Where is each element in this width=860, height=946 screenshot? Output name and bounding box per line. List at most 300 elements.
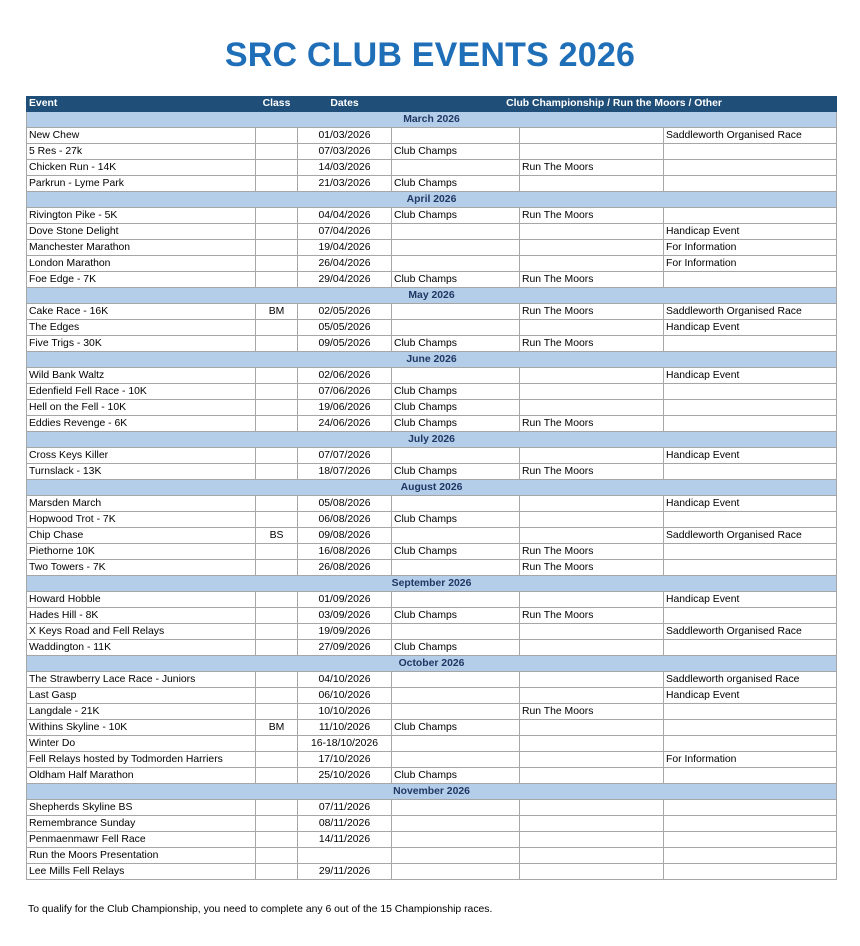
table-row	[27, 560, 837, 576]
cell-run-the-moors	[520, 624, 664, 640]
cell-other	[664, 768, 837, 784]
cell-run-the-moors	[520, 864, 664, 880]
table-row	[27, 256, 837, 272]
cell-date: 27/09/2026	[298, 640, 392, 656]
cell-run-the-moors	[520, 752, 664, 768]
cell-date: 19/09/2026	[298, 624, 392, 640]
cell-other	[664, 800, 837, 816]
cell-event: Piethorne 10K	[27, 544, 256, 560]
table-row	[27, 176, 837, 192]
table-row	[27, 832, 837, 848]
cell-other: Handicap Event	[664, 448, 837, 464]
table-row	[27, 320, 837, 336]
table-row	[27, 368, 837, 384]
table-row	[27, 624, 837, 640]
cell-other	[664, 560, 837, 576]
cell-class	[256, 240, 298, 256]
month-label: September 2026	[27, 576, 837, 592]
cell-run-the-moors	[520, 688, 664, 704]
cell-class	[256, 160, 298, 176]
header-club-championship-other: Club Championship / Run the Moors / Other	[392, 97, 837, 112]
cell-club-champs	[392, 448, 520, 464]
cell-event: Parkrun - Lyme Park	[27, 176, 256, 192]
cell-other	[664, 720, 837, 736]
cell-run-the-moors: Run The Moors	[520, 560, 664, 576]
cell-event: Cake Race - 16K	[27, 304, 256, 320]
cell-club-champs: Club Champs	[392, 416, 520, 432]
cell-club-champs	[392, 160, 520, 176]
cell-run-the-moors: Run The Moors	[520, 160, 664, 176]
cell-class	[256, 400, 298, 416]
cell-run-the-moors: Run The Moors	[520, 608, 664, 624]
cell-event: The Strawberry Lace Race - Juniors	[27, 672, 256, 688]
cell-event: Howard Hobble	[27, 592, 256, 608]
table-row	[27, 384, 837, 400]
cell-event: Edenfield Fell Race - 10K	[27, 384, 256, 400]
cell-run-the-moors	[520, 384, 664, 400]
table-row	[27, 720, 837, 736]
cell-date: 07/07/2026	[298, 448, 392, 464]
month-header-row	[27, 352, 837, 368]
cell-other	[664, 816, 837, 832]
cell-date: 19/06/2026	[298, 400, 392, 416]
cell-run-the-moors	[520, 512, 664, 528]
page-title: SRC CLUB EVENTS 2026	[224, 36, 636, 74]
cell-date: 16-18/10/2026	[298, 736, 392, 752]
cell-other	[664, 416, 837, 432]
header-dates: Dates	[298, 97, 392, 112]
month-label: October 2026	[27, 656, 837, 672]
cell-date: 09/05/2026	[298, 336, 392, 352]
cell-run-the-moors: Run The Moors	[520, 704, 664, 720]
cell-event: Chip Chase	[27, 528, 256, 544]
cell-event: Cross Keys Killer	[27, 448, 256, 464]
cell-event: Turnslack - 13K	[27, 464, 256, 480]
cell-run-the-moors	[520, 128, 664, 144]
cell-class	[256, 544, 298, 560]
cell-club-champs	[392, 256, 520, 272]
cell-run-the-moors	[520, 672, 664, 688]
cell-club-champs: Club Champs	[392, 464, 520, 480]
cell-other	[664, 464, 837, 480]
table-row	[27, 864, 837, 880]
cell-date: 26/08/2026	[298, 560, 392, 576]
month-label: November 2026	[27, 784, 837, 800]
cell-club-champs	[392, 848, 520, 864]
cell-event: Fell Relays hosted by Todmorden Harriers	[27, 752, 256, 768]
cell-event: Hopwood Trot - 7K	[27, 512, 256, 528]
table-row	[27, 496, 837, 512]
cell-date: 04/10/2026	[298, 672, 392, 688]
cell-other	[664, 144, 837, 160]
cell-class	[256, 704, 298, 720]
table-row	[27, 752, 837, 768]
cell-class	[256, 560, 298, 576]
cell-event: Remembrance Sunday	[27, 816, 256, 832]
cell-event: Two Towers - 7K	[27, 560, 256, 576]
cell-run-the-moors: Run The Moors	[520, 464, 664, 480]
cell-other: Saddleworth organised Race	[664, 672, 837, 688]
table-row	[27, 160, 837, 176]
cell-run-the-moors	[520, 320, 664, 336]
cell-other	[664, 176, 837, 192]
cell-class	[256, 128, 298, 144]
cell-run-the-moors	[520, 256, 664, 272]
cell-class	[256, 640, 298, 656]
cell-class	[256, 832, 298, 848]
cell-event: Withins Skyline - 10K	[27, 720, 256, 736]
cell-other: For Information	[664, 256, 837, 272]
table-row	[27, 592, 837, 608]
cell-club-champs: Club Champs	[392, 640, 520, 656]
table-row	[27, 464, 837, 480]
cell-other: Saddleworth Organised Race	[664, 128, 837, 144]
table-row	[27, 304, 837, 320]
cell-run-the-moors	[520, 640, 664, 656]
cell-date: 05/05/2026	[298, 320, 392, 336]
cell-club-champs	[392, 560, 520, 576]
cell-date: 07/04/2026	[298, 224, 392, 240]
cell-date: 21/03/2026	[298, 176, 392, 192]
cell-class	[256, 256, 298, 272]
cell-date: 02/06/2026	[298, 368, 392, 384]
cell-date: 10/10/2026	[298, 704, 392, 720]
cell-class	[256, 416, 298, 432]
cell-date: 07/06/2026	[298, 384, 392, 400]
cell-run-the-moors	[520, 400, 664, 416]
cell-date: 14/03/2026	[298, 160, 392, 176]
cell-other: Handicap Event	[664, 496, 837, 512]
cell-class	[256, 176, 298, 192]
cell-date: 08/11/2026	[298, 816, 392, 832]
cell-class: BM	[256, 720, 298, 736]
cell-run-the-moors	[520, 768, 664, 784]
cell-event: X Keys Road and Fell Relays	[27, 624, 256, 640]
cell-other	[664, 208, 837, 224]
cell-event: Hades Hill - 8K	[27, 608, 256, 624]
month-label: July 2026	[27, 432, 837, 448]
cell-class	[256, 624, 298, 640]
cell-other	[664, 640, 837, 656]
cell-class	[256, 848, 298, 864]
cell-date: 04/04/2026	[298, 208, 392, 224]
cell-run-the-moors	[520, 848, 664, 864]
cell-other	[664, 832, 837, 848]
cell-club-champs	[392, 224, 520, 240]
cell-date: 29/11/2026	[298, 864, 392, 880]
cell-class	[256, 368, 298, 384]
cell-date: 07/03/2026	[298, 144, 392, 160]
table-row	[27, 400, 837, 416]
events-table	[26, 96, 837, 880]
cell-class	[256, 208, 298, 224]
cell-event: The Edges	[27, 320, 256, 336]
cell-class: BS	[256, 528, 298, 544]
cell-event: Run the Moors Presentation	[27, 848, 256, 864]
cell-club-champs	[392, 320, 520, 336]
table-row	[27, 736, 837, 752]
cell-class	[256, 816, 298, 832]
table-row	[27, 144, 837, 160]
cell-class	[256, 320, 298, 336]
cell-event: 5 Res - 27k	[27, 144, 256, 160]
cell-club-champs	[392, 368, 520, 384]
cell-run-the-moors	[520, 224, 664, 240]
cell-club-champs	[392, 304, 520, 320]
month-label: June 2026	[27, 352, 837, 368]
table-row	[27, 528, 837, 544]
table-row	[27, 512, 837, 528]
cell-event: New Chew	[27, 128, 256, 144]
month-header-row	[27, 480, 837, 496]
cell-run-the-moors	[520, 240, 664, 256]
cell-event: Hell on the Fell - 10K	[27, 400, 256, 416]
cell-other: Handicap Event	[664, 320, 837, 336]
cell-club-champs	[392, 624, 520, 640]
cell-other	[664, 864, 837, 880]
cell-club-champs: Club Champs	[392, 400, 520, 416]
cell-date: 24/06/2026	[298, 416, 392, 432]
cell-date: 26/04/2026	[298, 256, 392, 272]
cell-event: Foe Edge - 7K	[27, 272, 256, 288]
cell-club-champs	[392, 816, 520, 832]
cell-club-champs	[392, 528, 520, 544]
cell-date: 16/08/2026	[298, 544, 392, 560]
cell-class	[256, 608, 298, 624]
cell-run-the-moors	[520, 144, 664, 160]
cell-date: 25/10/2026	[298, 768, 392, 784]
cell-class	[256, 688, 298, 704]
cell-class	[256, 336, 298, 352]
cell-class	[256, 752, 298, 768]
cell-club-champs: Club Champs	[392, 720, 520, 736]
header-class: Class	[256, 97, 298, 112]
cell-run-the-moors	[520, 496, 664, 512]
cell-club-champs	[392, 496, 520, 512]
table-row	[27, 768, 837, 784]
cell-event: Lee Mills Fell Relays	[27, 864, 256, 880]
cell-other	[664, 272, 837, 288]
cell-other: Handicap Event	[664, 368, 837, 384]
table-row	[27, 128, 837, 144]
table-row	[27, 640, 837, 656]
month-header-row	[27, 656, 837, 672]
cell-event: Marsden March	[27, 496, 256, 512]
cell-club-champs: Club Champs	[392, 176, 520, 192]
cell-club-champs	[392, 800, 520, 816]
cell-other: Handicap Event	[664, 688, 837, 704]
cell-event: Penmaenmawr Fell Race	[27, 832, 256, 848]
cell-date: 02/05/2026	[298, 304, 392, 320]
cell-run-the-moors	[520, 736, 664, 752]
table-body	[27, 112, 837, 880]
cell-event: Chicken Run - 14K	[27, 160, 256, 176]
cell-other	[664, 336, 837, 352]
cell-event: Winter Do	[27, 736, 256, 752]
cell-other	[664, 512, 837, 528]
cell-club-champs	[392, 832, 520, 848]
cell-other	[664, 608, 837, 624]
cell-class	[256, 448, 298, 464]
cell-other	[664, 160, 837, 176]
cell-other	[664, 400, 837, 416]
cell-other	[664, 544, 837, 560]
cell-club-champs: Club Champs	[392, 768, 520, 784]
cell-event: Wild Bank Waltz	[27, 368, 256, 384]
table-row	[27, 224, 837, 240]
cell-run-the-moors	[520, 832, 664, 848]
cell-other	[664, 736, 837, 752]
cell-date: 09/08/2026	[298, 528, 392, 544]
cell-run-the-moors	[520, 816, 664, 832]
cell-event: Manchester Marathon	[27, 240, 256, 256]
cell-run-the-moors	[520, 448, 664, 464]
month-header-row	[27, 784, 837, 800]
cell-club-champs: Club Champs	[392, 208, 520, 224]
cell-date: 14/11/2026	[298, 832, 392, 848]
cell-date: 18/07/2026	[298, 464, 392, 480]
cell-other: For Information	[664, 752, 837, 768]
cell-club-champs	[392, 688, 520, 704]
cell-date: 07/11/2026	[298, 800, 392, 816]
cell-club-champs: Club Champs	[392, 272, 520, 288]
cell-event: Dove Stone Delight	[27, 224, 256, 240]
cell-club-champs: Club Champs	[392, 384, 520, 400]
cell-date: 19/04/2026	[298, 240, 392, 256]
cell-run-the-moors	[520, 176, 664, 192]
cell-class	[256, 384, 298, 400]
cell-date: 29/04/2026	[298, 272, 392, 288]
cell-class	[256, 672, 298, 688]
cell-class	[256, 592, 298, 608]
cell-club-champs	[392, 672, 520, 688]
cell-event: Langdale - 21K	[27, 704, 256, 720]
month-header-row	[27, 288, 837, 304]
cell-event: Last Gasp	[27, 688, 256, 704]
month-header-row	[27, 432, 837, 448]
cell-run-the-moors: Run The Moors	[520, 272, 664, 288]
table-row	[27, 688, 837, 704]
table-row	[27, 208, 837, 224]
footnote: To qualify for the Club Championship, you need to complete any 6 out of the 15 Championship races.	[28, 904, 493, 915]
cell-class	[256, 864, 298, 880]
cell-other	[664, 704, 837, 720]
cell-club-champs	[392, 592, 520, 608]
cell-run-the-moors	[520, 528, 664, 544]
cell-class	[256, 224, 298, 240]
cell-other: Saddleworth Organised Race	[664, 304, 837, 320]
month-label: May 2026	[27, 288, 837, 304]
cell-date: 06/10/2026	[298, 688, 392, 704]
cell-other: Handicap Event	[664, 592, 837, 608]
cell-class	[256, 512, 298, 528]
cell-date: 03/09/2026	[298, 608, 392, 624]
table-header-row	[27, 97, 837, 112]
cell-event: Oldham Half Marathon	[27, 768, 256, 784]
cell-other	[664, 384, 837, 400]
cell-other: For Information	[664, 240, 837, 256]
cell-club-champs	[392, 704, 520, 720]
cell-run-the-moors: Run The Moors	[520, 416, 664, 432]
cell-club-champs: Club Champs	[392, 336, 520, 352]
cell-other	[664, 848, 837, 864]
cell-other: Handicap Event	[664, 224, 837, 240]
table-row	[27, 272, 837, 288]
cell-class	[256, 736, 298, 752]
header-event: Event	[27, 97, 256, 112]
table-row	[27, 240, 837, 256]
table-row	[27, 704, 837, 720]
cell-club-champs: Club Champs	[392, 608, 520, 624]
cell-class	[256, 144, 298, 160]
cell-club-champs: Club Champs	[392, 544, 520, 560]
cell-run-the-moors	[520, 368, 664, 384]
table-row	[27, 448, 837, 464]
table-row	[27, 848, 837, 864]
month-header-row	[27, 192, 837, 208]
cell-class	[256, 464, 298, 480]
cell-event: Waddington - 11K	[27, 640, 256, 656]
cell-event: Five Trigs - 30K	[27, 336, 256, 352]
cell-event: Rivington Pike - 5K	[27, 208, 256, 224]
cell-club-champs	[392, 240, 520, 256]
cell-class	[256, 496, 298, 512]
cell-date: 11/10/2026	[298, 720, 392, 736]
cell-other: Saddleworth Organised Race	[664, 624, 837, 640]
month-label: August 2026	[27, 480, 837, 496]
table-row	[27, 544, 837, 560]
table-row	[27, 608, 837, 624]
cell-run-the-moors	[520, 800, 664, 816]
cell-date: 05/08/2026	[298, 496, 392, 512]
month-header-row	[27, 576, 837, 592]
cell-club-champs	[392, 736, 520, 752]
table-row	[27, 672, 837, 688]
cell-event: Shepherds Skyline BS	[27, 800, 256, 816]
cell-date: 01/09/2026	[298, 592, 392, 608]
cell-class	[256, 272, 298, 288]
table-row	[27, 336, 837, 352]
month-label: April 2026	[27, 192, 837, 208]
cell-date: 01/03/2026	[298, 128, 392, 144]
cell-date: 06/08/2026	[298, 512, 392, 528]
table-row	[27, 800, 837, 816]
cell-class	[256, 768, 298, 784]
cell-run-the-moors	[520, 720, 664, 736]
cell-run-the-moors: Run The Moors	[520, 304, 664, 320]
cell-run-the-moors: Run The Moors	[520, 544, 664, 560]
cell-club-champs	[392, 752, 520, 768]
cell-run-the-moors	[520, 592, 664, 608]
cell-club-champs	[392, 128, 520, 144]
table-row	[27, 816, 837, 832]
cell-event: Eddies Revenge - 6K	[27, 416, 256, 432]
cell-class: BM	[256, 304, 298, 320]
month-header-row	[27, 112, 837, 128]
cell-club-champs: Club Champs	[392, 512, 520, 528]
cell-run-the-moors: Run The Moors	[520, 336, 664, 352]
cell-other: Saddleworth Organised Race	[664, 528, 837, 544]
cell-date: 17/10/2026	[298, 752, 392, 768]
cell-class	[256, 800, 298, 816]
cell-club-champs	[392, 864, 520, 880]
cell-run-the-moors: Run The Moors	[520, 208, 664, 224]
cell-date	[298, 848, 392, 864]
month-label: March 2026	[27, 112, 837, 128]
cell-club-champs: Club Champs	[392, 144, 520, 160]
table-row	[27, 416, 837, 432]
cell-event: London Marathon	[27, 256, 256, 272]
